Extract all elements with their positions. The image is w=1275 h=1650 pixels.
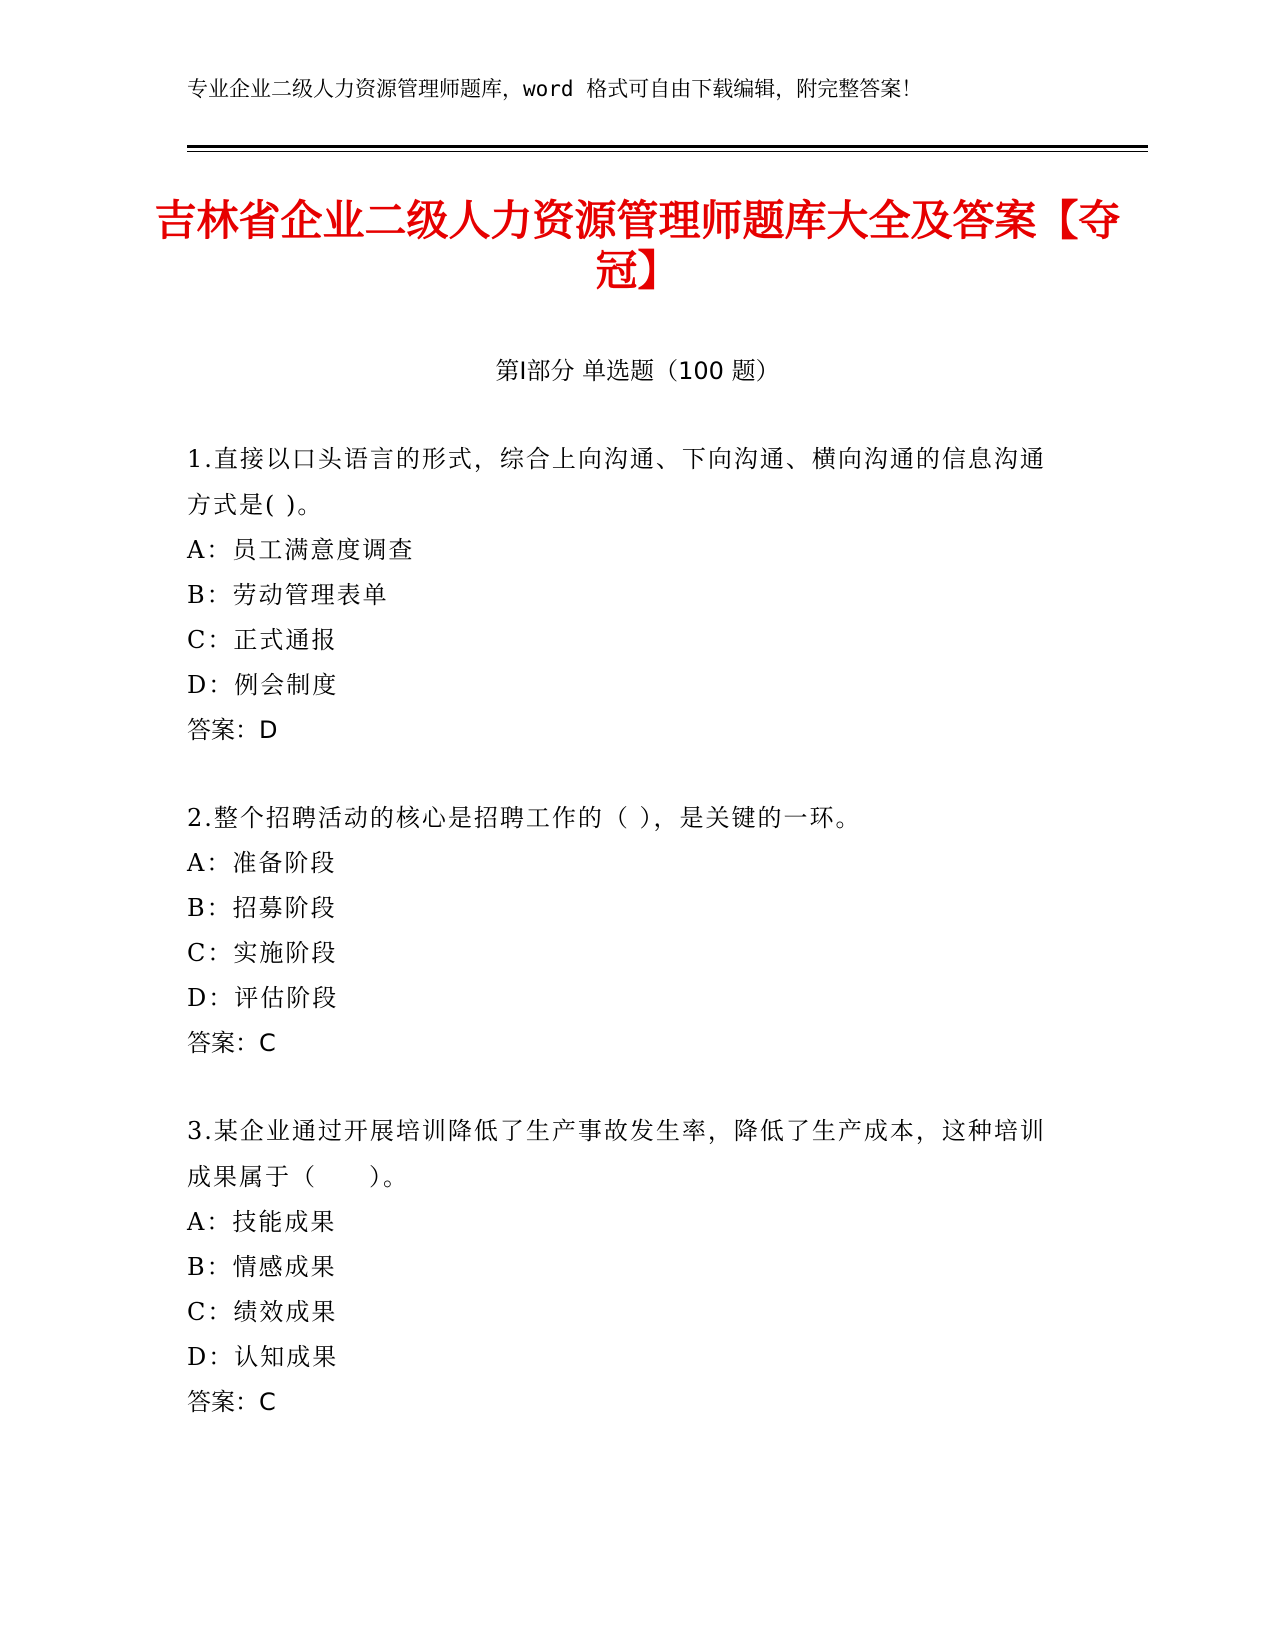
option-b: B：招募阶段: [187, 894, 337, 922]
document-title: 吉林省企业二级人力资源管理师题库大全及答案【夺冠】: [154, 196, 1121, 295]
question-3: [187, 1108, 1067, 1425]
question-stem: 2.整个招聘活动的核心是招聘工作的（ ），是关键的一环。: [187, 804, 862, 832]
question-1: [187, 436, 1067, 753]
option-a: A：技能成果: [187, 1208, 337, 1236]
section-title: 第Ⅰ部分 单选题（100 题）: [495, 357, 780, 385]
header-rule-thin: [187, 151, 1148, 152]
option-a: A：准备阶段: [187, 849, 337, 877]
option-b: B：劳动管理表单: [187, 581, 389, 609]
header-note: 专业企业二级人力资源管理师题库，word 格式可自由下载编辑，附完整答案！: [187, 77, 923, 101]
option-b: B：情感成果: [187, 1253, 337, 1281]
option-d: D：认知成果: [187, 1343, 339, 1371]
question-2: [187, 795, 1067, 1066]
option-d: D：评估阶段: [187, 984, 339, 1012]
answer: 答案：C: [187, 1388, 276, 1416]
question-stem: 3.某企业通过开展培训降低了生产事故发生率，降低了生产成本，这种培训成果属于（ ）。: [187, 1117, 1046, 1191]
answer: 答案：C: [187, 1029, 276, 1057]
header-rule-thick: [187, 145, 1148, 148]
option-a: A：员工满意度调查: [187, 536, 415, 564]
question-stem: 1.直接以口头语言的形式，综合上向沟通、下向沟通、横向沟通的信息沟通方式是( )。: [187, 445, 1046, 519]
answer: 答案：D: [187, 716, 278, 744]
question-list: [187, 436, 1067, 1425]
option-c: C：绩效成果: [187, 1298, 338, 1326]
option-d: D：例会制度: [187, 671, 339, 699]
option-c: C：正式通报: [187, 626, 338, 654]
option-c: C：实施阶段: [187, 939, 338, 967]
